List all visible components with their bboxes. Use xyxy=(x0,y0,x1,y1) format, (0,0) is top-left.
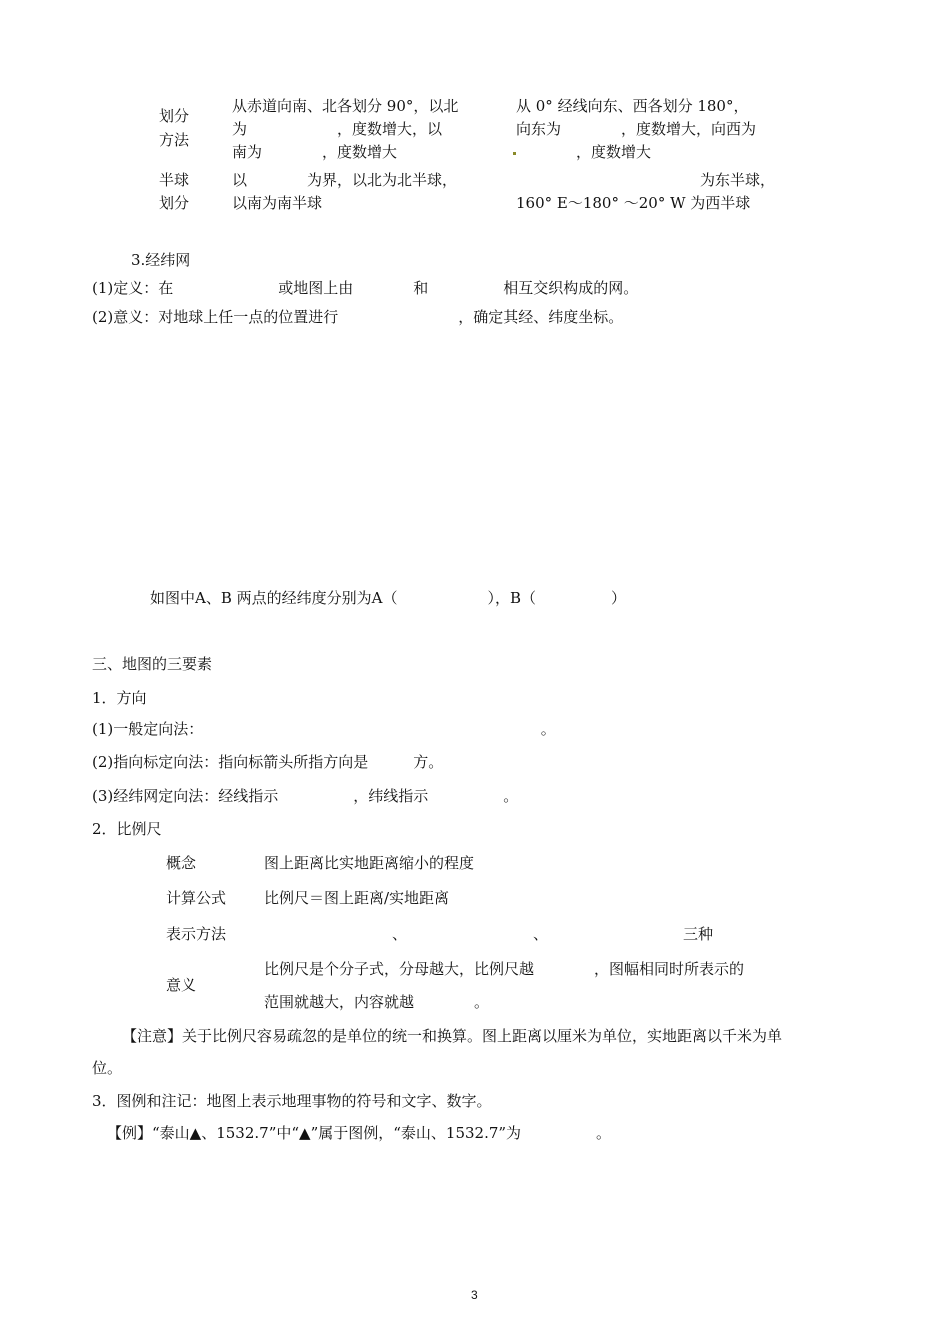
scale-concept-value: 图上距离比实地距离缩小的程度 xyxy=(264,854,475,872)
scale-concept-label: 概念 xyxy=(166,854,197,872)
grid-definition: (1)定义：在 或地图上由 和 相互交织构成的网。 xyxy=(92,279,639,297)
direction-heading: 1．方向 xyxy=(92,689,147,707)
grid-heading: 3.经纬网 xyxy=(131,251,191,269)
row1-latitude-line3: 南为 ，度数增大 xyxy=(232,143,398,161)
scale-methods-end: 三种 xyxy=(683,925,714,943)
scale-heading: 2．比例尺 xyxy=(92,820,162,838)
row1-label-line2: 方法 xyxy=(159,131,190,149)
row2-label-line2: 划分 xyxy=(159,194,190,212)
grid-meaning: (2)意义：对地球上任一点的位置进行 ，确定其经、纬度坐标。 xyxy=(92,308,624,326)
row1-latitude-line2: 为 ，度数增大，以 xyxy=(232,120,443,138)
row2-label-line1: 半球 xyxy=(159,171,190,189)
legend-example: 【例】“泰山▲、1532.7”中“▲”属于图例，“泰山、1532.7”为 。 xyxy=(107,1124,612,1142)
row2-longitude-line2: 160° E～180° ～20° W 为西半球 xyxy=(516,194,751,212)
direction-general: (1)一般定向法： 。 xyxy=(92,720,556,738)
scale-methods-sep2: 、 xyxy=(533,925,549,943)
direction-arrow: (2)指向标定向法：指向标箭头所指方向是 方。 xyxy=(92,753,444,771)
scale-note-line2: 位。 xyxy=(92,1059,123,1077)
scale-formula-value: 比例尺＝图上距离/实地距离 xyxy=(264,889,450,907)
scale-methods-sep1: 、 xyxy=(392,925,408,943)
row2-latitude-line2: 以南为南半球 xyxy=(232,194,323,212)
scale-meaning-line2: 范围就越大，内容就越 。 xyxy=(264,993,490,1011)
scale-formula-label: 计算公式 xyxy=(166,889,227,907)
row1-longitude-line1: 从 0° 经线向东、西各划分 180°， xyxy=(516,97,749,115)
section3-heading: 三、地图的三要素 xyxy=(92,655,213,673)
scale-meaning-label: 意义 xyxy=(166,976,197,994)
scale-methods-label: 表示方法 xyxy=(166,925,227,943)
row2-longitude-line1: 为东半球， xyxy=(700,171,776,189)
direction-graticule: (3)经纬网定向法：经线指示 ，纬线指示 。 xyxy=(92,787,519,805)
row1-longitude-line3: ，度数增大 xyxy=(516,143,652,161)
row1-label-line1: 划分 xyxy=(159,107,190,125)
scale-note-line1: 【注意】关于比例尺容易疏忽的是单位的统一和换算。图上距离以厘米为单位，实地距离以千米为单 xyxy=(122,1027,783,1045)
page-number: 3 xyxy=(471,1288,478,1302)
grid-question: 如图中A、B 两点的经纬度分别为A（ ），B（ ） xyxy=(150,589,626,607)
scale-meaning-line1: 比例尺是个分子式，分母越大，比例尺越 ，图幅相同时所表示的 xyxy=(264,960,745,978)
row1-latitude-line1: 从赤道向南、北各划分 90°，以北 xyxy=(232,97,459,115)
row2-latitude-line1: 以 为界，以北为北半球， xyxy=(232,171,458,189)
legend-heading: 3．图例和注记：地图上表示地理事物的符号和文字、数字。 xyxy=(92,1092,492,1110)
row1-longitude-line2: 向东为 ，度数增大，向西为 xyxy=(516,120,757,138)
